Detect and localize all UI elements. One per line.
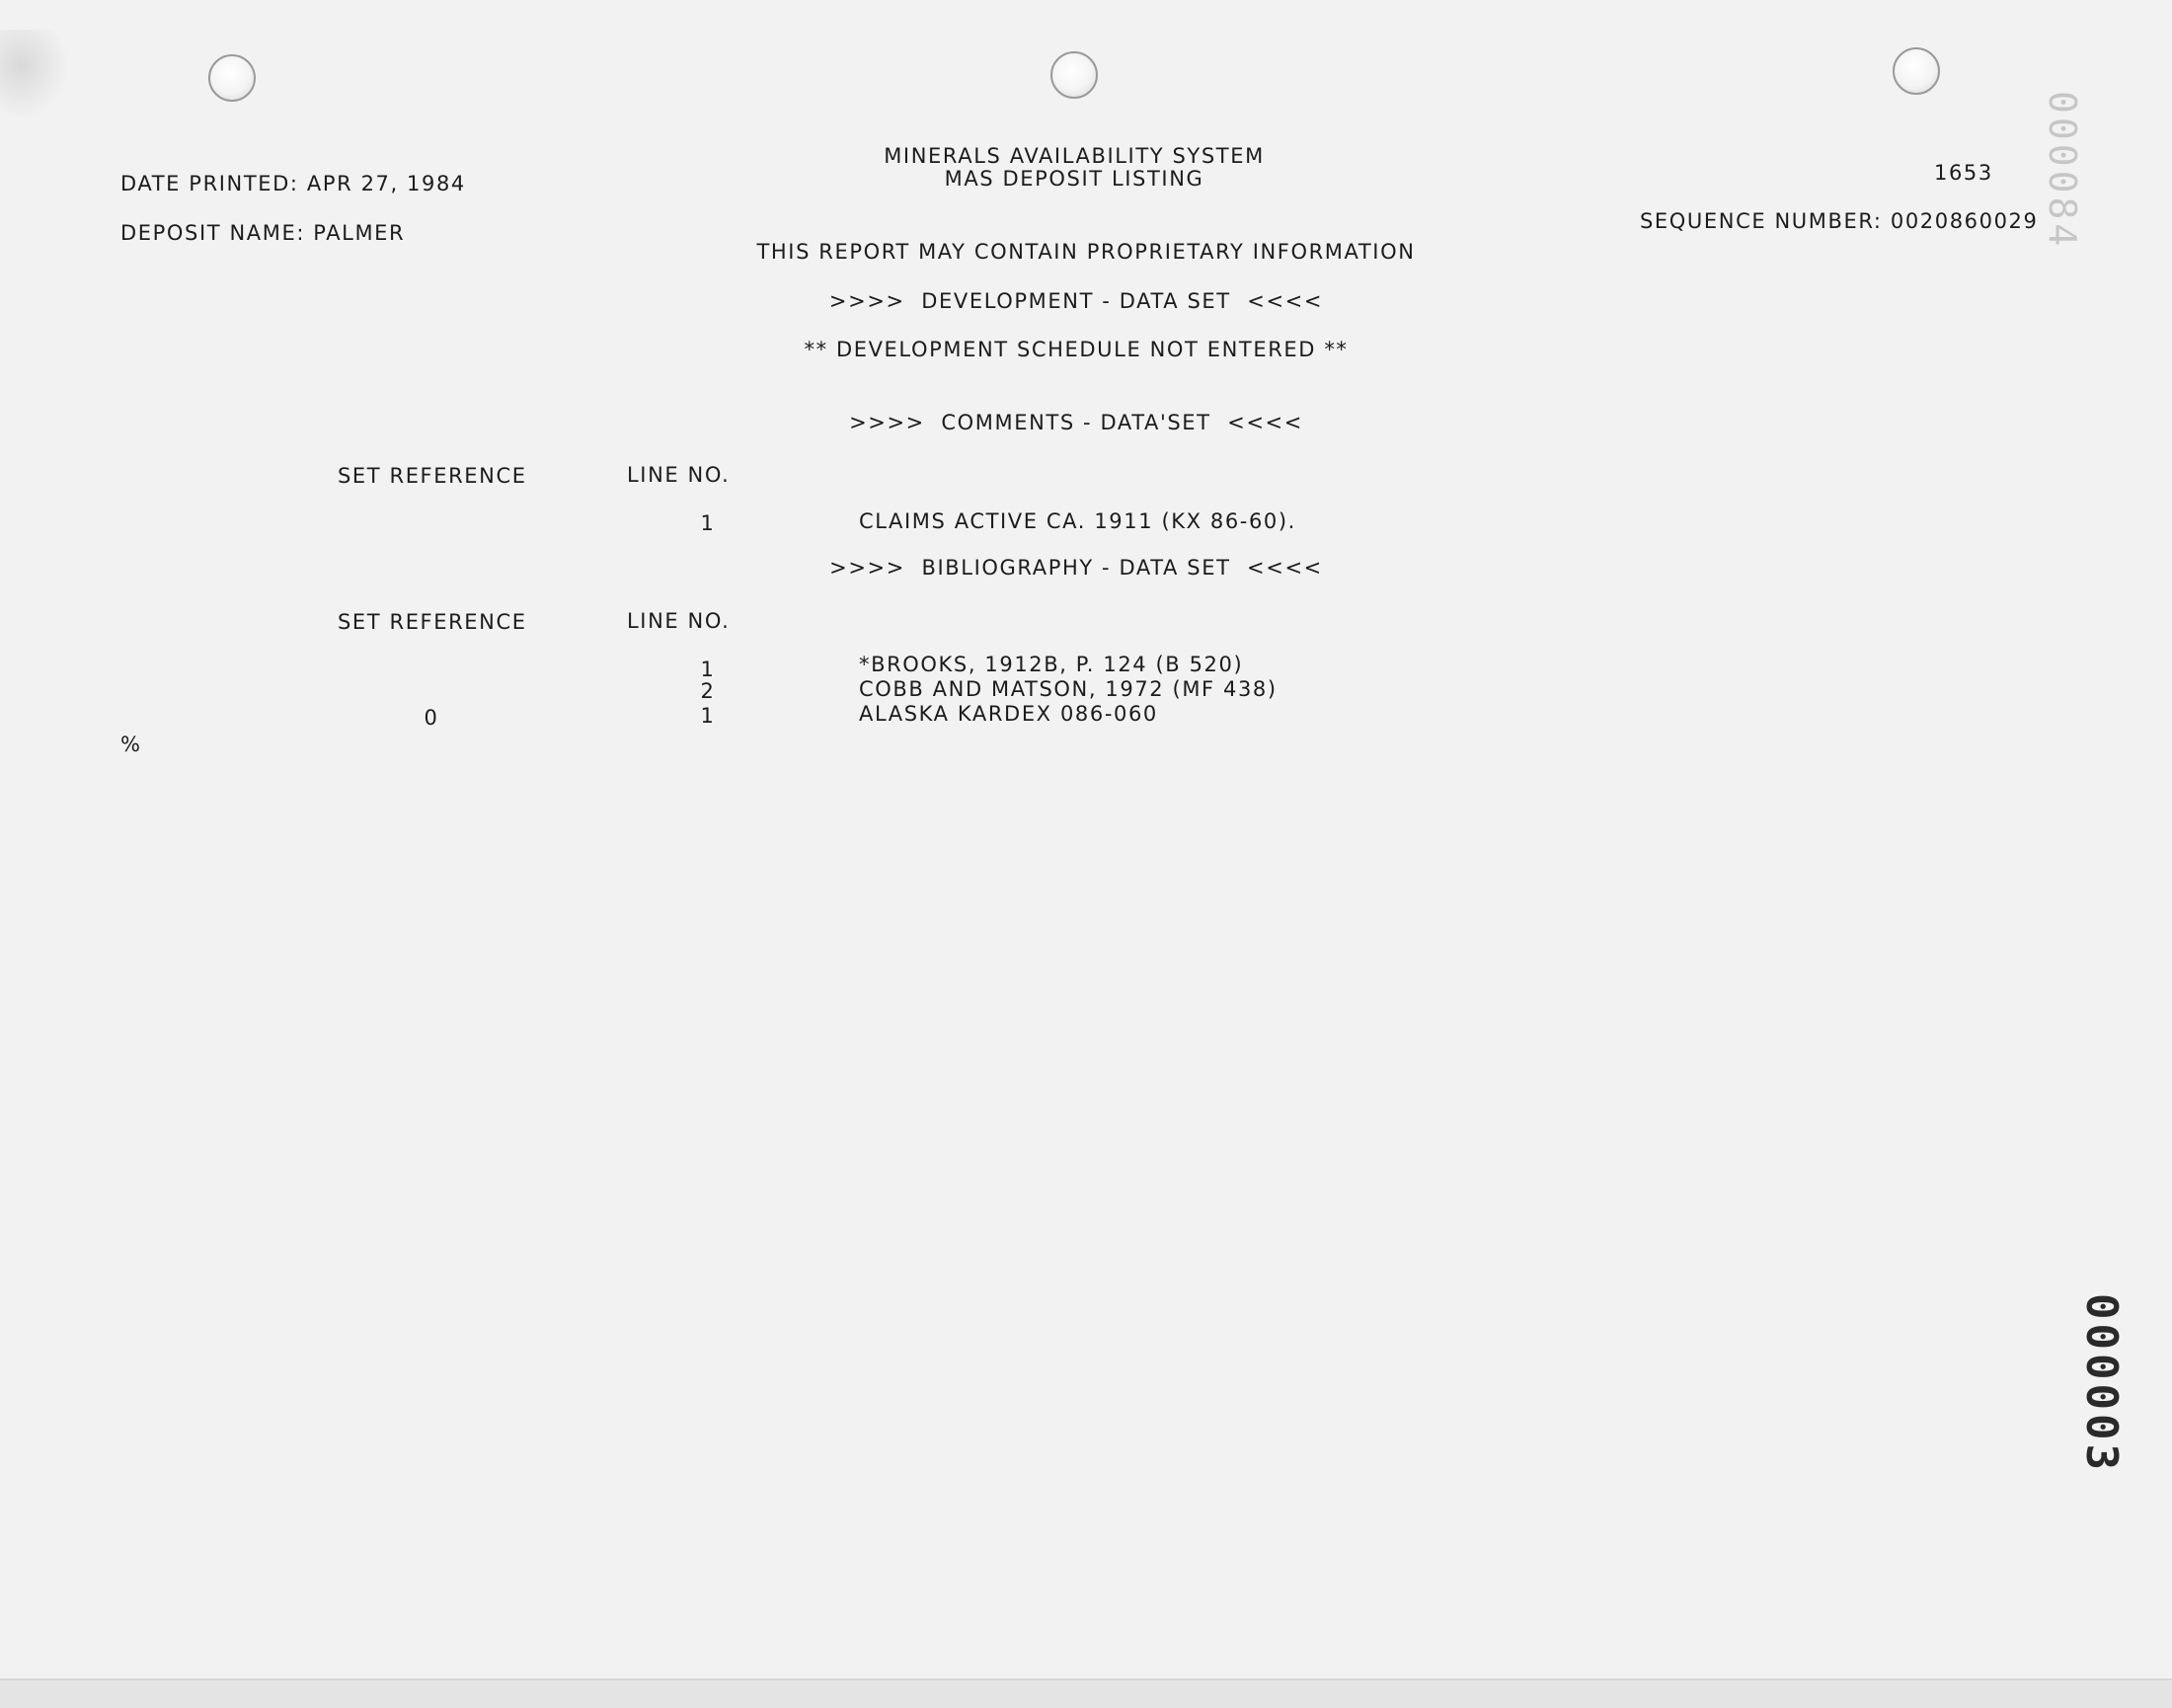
date-printed: DATE PRINTED: APR 27, 1984 xyxy=(120,172,466,195)
system-title: MINERALS AVAILABILITY SYSTEM xyxy=(884,144,1265,168)
punch-hole-right xyxy=(1893,47,1940,95)
scan-bottom-edge xyxy=(0,1678,2172,1708)
comments-col-set-reference: SET REFERENCE xyxy=(338,464,527,488)
comments-text: CLAIMS ACTIVE CA. 1911 (KX 86-60). xyxy=(859,509,1296,533)
comments-line-no: 1 xyxy=(700,511,716,535)
corner-smudge xyxy=(0,30,69,118)
bibliography-line-no: 2 xyxy=(700,679,716,703)
bibliography-text: ALASKA KARDEX 086-060 xyxy=(859,702,1158,726)
frame-number-stamp: 000003 xyxy=(2076,1293,2127,1474)
deposit-name: DEPOSIT NAME: PALMER xyxy=(120,221,406,245)
bibliography-text: *BROOKS, 1912B, P. 124 (B 520) xyxy=(859,653,1244,676)
development-note: ** DEVELOPMENT SCHEDULE NOT ENTERED ** xyxy=(804,338,1349,361)
bibliography-set-ref: 0 xyxy=(424,706,439,730)
sequence-number: SEQUENCE NUMBER: 0020860029 xyxy=(1640,209,2039,233)
bibliography-line-no: 1 xyxy=(700,704,716,728)
bibliography-text: COBB AND MATSON, 1972 (MF 438) xyxy=(859,677,1278,701)
page-number: 1653 xyxy=(1934,161,1993,185)
bibliography-heading: >>>> BIBLIOGRAPHY - DATA SET <<<< xyxy=(829,556,1323,580)
bibliography-col-line-no: LINE NO. xyxy=(627,609,731,633)
development-heading: >>>> DEVELOPMENT - DATA SET <<<< xyxy=(828,289,1324,313)
proprietary-notice: THIS REPORT MAY CONTAIN PROPRIETARY INFORMATION xyxy=(756,240,1416,264)
comments-heading: >>>> COMMENTS - DATA'SET <<<< xyxy=(849,411,1303,434)
punch-hole-left xyxy=(208,54,256,102)
punch-hole-center xyxy=(1050,51,1098,99)
listing-title: MAS DEPOSIT LISTING xyxy=(944,167,1204,191)
faint-frame-stamp: 000084 xyxy=(2041,91,2084,251)
end-marker: % xyxy=(120,733,142,756)
bibliography-line-no: 1 xyxy=(700,658,716,681)
comments-col-line-no: LINE NO. xyxy=(627,463,731,487)
bibliography-col-set-reference: SET REFERENCE xyxy=(338,610,527,634)
